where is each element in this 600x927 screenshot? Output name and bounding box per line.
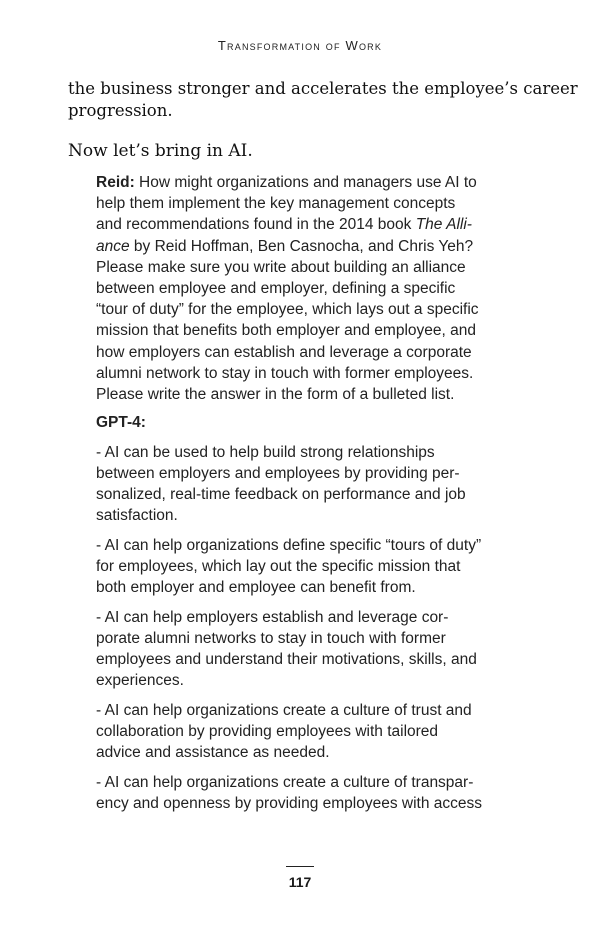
book-title: The Alli- bbox=[415, 216, 472, 234]
prompt-text: by Reid Hoffman, Ben Casnocha, and Chris Yeh? bbox=[129, 237, 474, 255]
prompt-text: help them implement the key management concepts bbox=[96, 195, 456, 213]
response-label: GPT-4: bbox=[96, 414, 146, 431]
bullet-line: - AI can be used to help build strong relationships bbox=[96, 444, 435, 461]
prompt-text: and recommendations found in the 2014 book bbox=[96, 216, 416, 234]
prompt-line bbox=[96, 322, 476, 340]
prompt-text: mission that benefits both employer and employee, and bbox=[96, 322, 476, 340]
prompt-text: “tour of duty” for the employee, which lays out a specific bbox=[96, 301, 479, 319]
lead-sentence: Now let’s bring in AI. bbox=[68, 141, 253, 161]
prompt-line bbox=[96, 238, 473, 256]
bullet-line: porate alumni networks to stay in touch with former bbox=[96, 630, 446, 647]
page-number: 117 bbox=[288, 874, 312, 890]
prompt-text: alumni network to stay in touch with former employees. bbox=[96, 364, 474, 382]
prompt-text: How might organizations and managers use AI to bbox=[134, 174, 477, 191]
bullet-line: both employer and employee can benefit from. bbox=[96, 579, 416, 596]
bullet-line: - AI can help employers establish and leverage cor- bbox=[96, 609, 449, 626]
bullet-line: collaboration by providing employees with tailored bbox=[96, 723, 439, 740]
bullet-line: - AI can help organizations define specific “tours of duty” bbox=[96, 537, 482, 554]
bullet-line: sonalized, real-time feedback on performance and job bbox=[96, 486, 466, 503]
footer-rule bbox=[286, 866, 314, 867]
prompt-line bbox=[96, 365, 473, 383]
book-title: ance bbox=[96, 237, 130, 255]
prompt-line bbox=[96, 280, 455, 298]
bullet-line: ency and openness by providing employees with access bbox=[96, 795, 483, 812]
running-header: Transformation of Work bbox=[217, 38, 383, 53]
bullet-line: experiences. bbox=[96, 672, 184, 689]
prompt-line bbox=[96, 344, 472, 362]
speaker-label: Reid: bbox=[96, 174, 135, 191]
bullet-line: - AI can help organizations create a culture of transpar- bbox=[96, 774, 474, 791]
prompt-text: Please make sure you write about building an alliance bbox=[96, 258, 466, 276]
prompt-text: Please write the answer in the form of a bulleted list. bbox=[96, 386, 455, 403]
prompt-line bbox=[96, 386, 454, 404]
bullet-line: advice and assistance as needed. bbox=[96, 744, 330, 761]
prompt-line bbox=[96, 259, 466, 277]
bullet-line: employees and understand their motivations, skills, and bbox=[96, 651, 477, 668]
bullet-line: between employers and employees by providing per- bbox=[96, 465, 460, 482]
body-text-line: the business stronger and accelerates the employee’s career bbox=[68, 79, 578, 98]
prompt-text: how employers can establish and leverage a corporate bbox=[96, 343, 472, 361]
bullet-line: satisfaction. bbox=[96, 507, 178, 524]
prompt-text: between employee and employer, defining a specific bbox=[96, 280, 456, 297]
body-text-line: progression. bbox=[68, 101, 173, 120]
bullet-line: for employees, which lay out the specific mission that bbox=[96, 558, 461, 575]
prompt-line bbox=[96, 301, 479, 319]
prompt-line bbox=[96, 174, 477, 192]
prompt-line bbox=[96, 216, 472, 234]
bullet-line: - AI can help organizations create a culture of trust and bbox=[96, 702, 472, 719]
prompt-line bbox=[96, 195, 455, 213]
